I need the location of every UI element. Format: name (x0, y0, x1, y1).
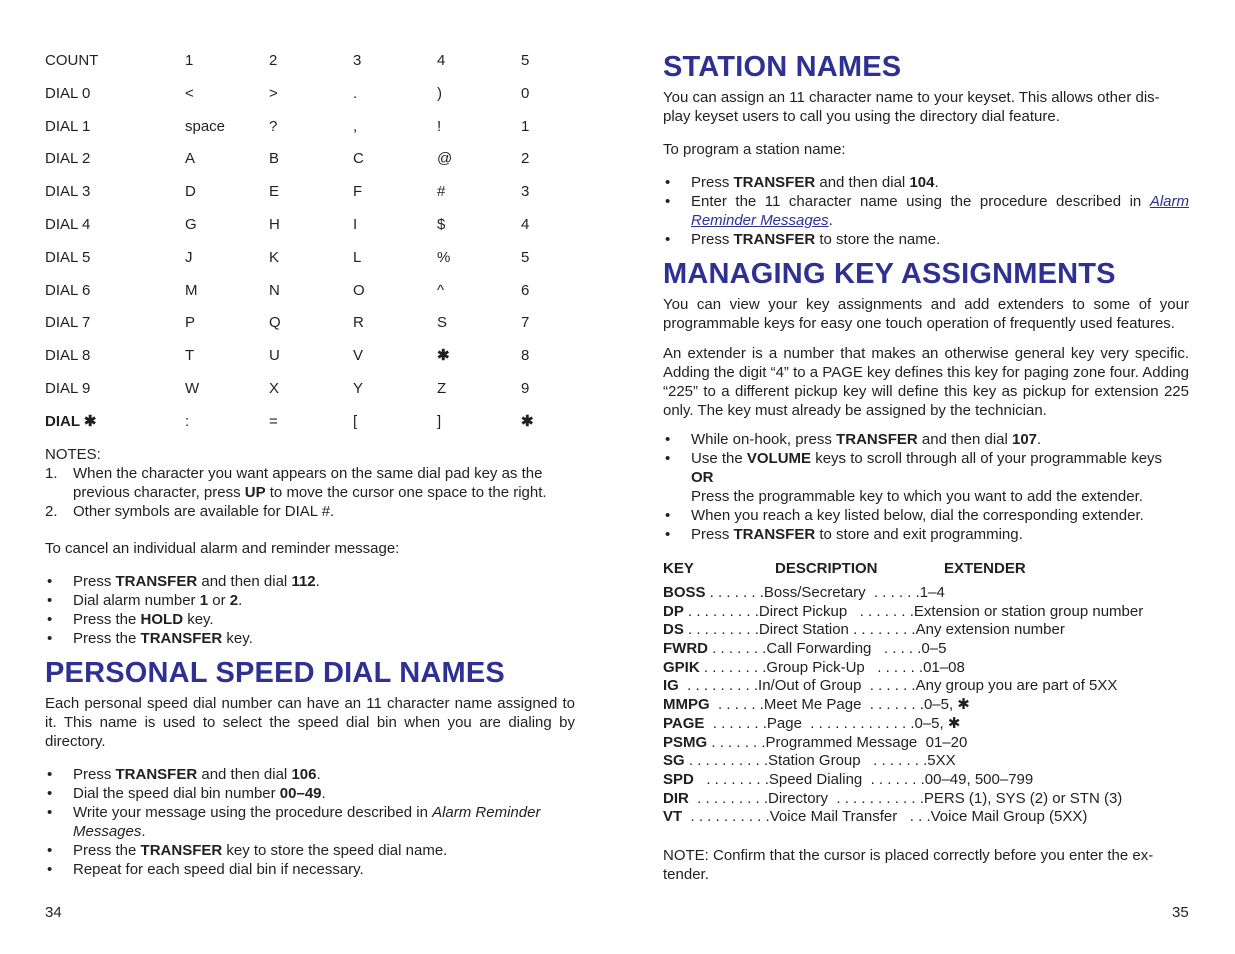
key-row (663, 584, 1193, 603)
leader-dots: . . . . . . (861, 677, 916, 695)
table-cell: H (269, 215, 280, 233)
list-item: • When you reach a key listed below, dial the corresponding extender. (663, 506, 1189, 525)
table-cell: I (353, 215, 358, 233)
key-row (663, 603, 1193, 622)
key-description: Speed Dialing (768, 770, 863, 788)
table-cell: M (185, 281, 198, 299)
list-item: • Press TRANSFER to store and exit programming. (663, 525, 1189, 544)
row-label: DIAL 8 (45, 347, 91, 365)
table-cell: % (437, 248, 451, 266)
row-label: DIAL 0 (45, 84, 91, 102)
table-cell: space (185, 117, 226, 135)
table-cell: G (185, 215, 197, 233)
psd-steps (45, 765, 575, 879)
table-row (45, 182, 575, 215)
leader-dots: . . . . . . (709, 696, 764, 714)
table-cell: 5 (521, 52, 530, 69)
page-number-left: 34 (45, 904, 62, 921)
key-extender: Voice Mail Group (5XX) (930, 808, 1088, 826)
station-steps (663, 173, 1189, 249)
table-row (45, 84, 575, 117)
list-item: • Press TRANSFER to store the name. (663, 230, 1189, 249)
table-row (45, 379, 575, 412)
key-extender: Extension or station group number (913, 602, 1144, 620)
key-description: Call Forwarding (766, 640, 872, 658)
key-extender: Any group you are part of 5XX (915, 677, 1118, 695)
left-page (0, 0, 617, 954)
list-item: • Write your message using the procedure described in Alarm Reminder Messages. (45, 803, 575, 841)
key-code: IG (663, 677, 679, 695)
key-description: Boss/Secretary (763, 584, 866, 601)
key-description: Page (766, 714, 802, 732)
table-cell: < (185, 84, 194, 102)
key-extender: 01–20 (925, 733, 968, 751)
psd-section (45, 694, 575, 879)
cancel-intro: To cancel an individual alarm and reminder message: (45, 540, 400, 557)
table-cell: 0 (521, 84, 530, 102)
table-row (45, 248, 575, 281)
list-item: • Use the VOLUME keys to scroll through all of your programmable keys OR Press the programmable key to which you want to add the extender. (663, 449, 1189, 506)
leader-dots: . . . . . . . . (693, 770, 769, 788)
key-code: FWRD (663, 640, 708, 658)
or-text: Press the programmable key to which you want to add the extender. (691, 488, 1143, 505)
table-cell: ? (269, 117, 278, 135)
key-row (663, 752, 1193, 771)
table-cell: 4 (437, 52, 446, 69)
key-code: PAGE (663, 714, 705, 732)
key-row (663, 677, 1193, 696)
key-code: VT (663, 808, 683, 826)
table-cell: = (269, 412, 278, 430)
list-item: • Press TRANSFER and then dial 106. (45, 765, 575, 784)
character-table (45, 51, 575, 445)
key-description: Meet Me Page (763, 696, 862, 714)
row-label: COUNT (45, 52, 99, 69)
key-code: DS (663, 621, 684, 639)
table-cell: ✱ (521, 412, 534, 430)
key-extender: 0–5, ✱ (914, 714, 961, 732)
key-code: GPIK (663, 658, 700, 676)
list-item: • Dial alarm number 1 or 2. (45, 591, 575, 610)
table-cell: P (185, 314, 196, 332)
key-extender: 5XX (927, 752, 956, 770)
key-table (663, 584, 1193, 827)
table-cell: X (269, 379, 280, 397)
table-cell: 6 (521, 281, 530, 299)
key-row (663, 808, 1193, 827)
table-cell: ] (437, 412, 442, 430)
station-intro: You can assign an 11 character name to your keyset. This allows other dis- play keyset users to call you using the directory dial feature. (663, 89, 1160, 125)
right-page (617, 0, 1235, 954)
note-item: 2. Other symbols are available for DIAL #. (45, 503, 335, 520)
key-table-header (663, 560, 1189, 579)
leader-dots: . . . . . . . . . . (684, 752, 769, 770)
table-cell: > (269, 84, 278, 102)
list-item: • Press the TRANSFER key to store the speed dial name. (45, 841, 575, 860)
key-extender: 1–4 (919, 584, 945, 601)
list-item: • Press the HOLD key. (45, 610, 575, 629)
or-label: OR (691, 469, 714, 486)
key-row (663, 734, 1193, 753)
table-cell: W (185, 379, 200, 397)
table-cell: , (353, 117, 358, 135)
table-cell: T (185, 347, 195, 365)
leader-dots: . . . . . . . (860, 752, 928, 770)
table-cell: $ (437, 215, 446, 233)
key-description: Directory (768, 789, 829, 807)
table-cell: F (353, 183, 363, 201)
table-row (45, 346, 575, 379)
leader-dots: . . . . . . . (861, 696, 924, 714)
table-row (45, 313, 575, 346)
leader-dots: . . . . . . (864, 658, 924, 676)
mka-note: NOTE: Confirm that the cursor is placed correctly before you enter the ex- tender. (663, 847, 1154, 883)
table-cell: . (353, 84, 358, 102)
header-key: KEY (663, 560, 694, 577)
key-extender: PERS (1), SYS (2) or STN (3) (923, 789, 1123, 807)
table-cell: 7 (521, 314, 530, 332)
row-label: DIAL 7 (45, 314, 91, 332)
leader-dots: . . . . . . . (705, 584, 764, 601)
list-item: • Repeat for each speed dial bin if necessary. (45, 860, 575, 879)
leader-dots: . . . . . (871, 640, 922, 658)
row-label: DIAL 2 (45, 150, 91, 168)
table-cell: S (437, 314, 448, 332)
table-row (45, 412, 575, 445)
table-cell: R (353, 314, 364, 332)
table-cell: 5 (521, 248, 530, 266)
mka-section (663, 295, 1189, 544)
table-cell: A (185, 150, 196, 168)
leader-dots: . . . . . . . . (699, 658, 767, 676)
row-label: DIAL 4 (45, 215, 91, 233)
leader-dots: . . . . . . . . . . (682, 808, 770, 826)
table-cell: ^ (437, 281, 445, 299)
key-description: Programmed Message (765, 733, 918, 751)
key-description: Voice Mail Transfer (769, 808, 898, 826)
list-item: • Enter the 11 character name using the procedure described in Alarm Reminder Messages. (663, 192, 1189, 230)
row-label: DIAL 3 (45, 183, 91, 201)
table-cell: Z (437, 379, 447, 397)
table-cell: Q (269, 314, 281, 332)
leader-dots: . . . . . . . . . (678, 677, 759, 695)
key-description: In/Out of Group (758, 677, 862, 695)
key-extender: 00–49, 500–799 (924, 770, 1034, 788)
mka-steps (663, 430, 1189, 544)
leader-dots: . . . . . . . (708, 640, 767, 658)
key-row (663, 621, 1193, 640)
key-code: PSMG (663, 733, 708, 751)
leader-dots: . . . . . . . . . (683, 602, 759, 620)
table-row (45, 51, 575, 84)
managing-key-assignments-title: MANAGING KEY ASSIGNMENTS (663, 258, 1116, 290)
key-row (663, 659, 1193, 678)
table-cell: 4 (521, 215, 530, 233)
row-label: DIAL 5 (45, 248, 91, 266)
table-cell: D (185, 183, 196, 201)
row-label: DIAL ✱ (45, 412, 97, 430)
table-cell: ) (437, 84, 442, 102)
table-row (45, 149, 575, 182)
table-cell: @ (437, 150, 453, 168)
list-item: • Press TRANSFER and then dial 112. (45, 572, 575, 591)
leader-dots: . . . . . . . (862, 770, 925, 788)
key-row (663, 715, 1193, 734)
table-cell: J (185, 248, 193, 266)
table-cell: L (353, 248, 362, 266)
table-cell: 8 (521, 347, 530, 365)
row-label: DIAL 1 (45, 117, 91, 135)
leader-dots: . . . . . . . (847, 602, 914, 620)
mka-extender-text: An extender is a number that makes an otherwise general key very specific. Adding the digit “4” to a PAGE key defines this key for paging zone four. Adding “225” to a different pickup key will define this key as pickup for extension 225 only. The key must already be assigned by the technician. (663, 345, 1189, 419)
leader-dots: . . . . . . . (707, 733, 766, 751)
key-extender: 0–5 (921, 640, 947, 658)
table-cell: 1 (521, 117, 530, 135)
key-code: SG (663, 752, 685, 770)
table-row (45, 281, 575, 314)
key-description: Direct Pickup (758, 602, 848, 620)
table-cell: 2 (521, 150, 530, 168)
notes-section (45, 445, 575, 521)
key-code: DIR (663, 789, 689, 807)
table-cell: 1 (185, 52, 194, 69)
key-description: Station Group (768, 752, 861, 770)
leader-dots: . . . . . . (865, 584, 920, 601)
table-row (45, 215, 575, 248)
leader-dots: . . . . . . . . . (683, 621, 759, 639)
table-cell: 2 (269, 52, 278, 69)
list-item: • While on-hook, press TRANSFER and then dial 107. (663, 430, 1189, 449)
table-cell: C (353, 150, 364, 168)
key-extender: Any extension number (915, 621, 1065, 639)
table-cell: 3 (521, 183, 530, 201)
table-cell: K (269, 248, 280, 266)
key-code: BOSS (663, 584, 706, 601)
leader-dots: . . . . . . . . . (688, 789, 769, 807)
header-extender: EXTENDER (944, 560, 1026, 577)
table-cell: ✱ (437, 347, 450, 365)
header-description: DESCRIPTION (775, 560, 878, 577)
leader-dots: . . . . . . . . . . . . . (801, 714, 915, 732)
row-label: DIAL 6 (45, 281, 91, 299)
notes-list (45, 464, 575, 521)
key-description: Group Pick-Up (766, 658, 865, 676)
key-code: DP (663, 602, 684, 620)
table-cell: B (269, 150, 280, 168)
key-row (663, 640, 1193, 659)
key-row (663, 790, 1193, 809)
page-number-right: 35 (1172, 904, 1189, 921)
station-names-title: STATION NAMES (663, 51, 902, 83)
leader-dots: . . . . . . . (704, 714, 767, 732)
table-cell: 9 (521, 379, 530, 397)
mka-intro: You can view your key assignments and add extenders to some of your programmable keys for easy one touch operation of frequently used features. (663, 296, 1189, 332)
notes-heading: NOTES: (45, 446, 101, 463)
key-description: Direct Station (758, 621, 849, 639)
table-cell: Y (353, 379, 364, 397)
leader-dots: . . . . . . . . (848, 621, 916, 639)
leader-dots: . . . (897, 808, 931, 826)
table-cell: U (269, 347, 280, 365)
table-cell: 3 (353, 52, 362, 69)
key-row (663, 771, 1193, 790)
psd-intro: Each personal speed dial number can have an 11 character name assigned to it. This name is used to select the speed dial bin when you are dialing by directory. (45, 695, 575, 750)
key-code: SPD (663, 770, 694, 788)
alarm-reminder-link[interactable]: Alarm Reminder Messages (691, 193, 1189, 229)
cancel-section (45, 539, 575, 648)
row-label: DIAL 9 (45, 379, 91, 397)
key-extender: 01–08 (923, 658, 965, 676)
key-row (663, 696, 1193, 715)
station-program-text: To program a station name: (663, 141, 846, 158)
leader-dots (917, 734, 925, 751)
station-section (663, 88, 1189, 249)
table-cell: E (269, 183, 280, 201)
personal-speed-dial-title: PERSONAL SPEED DIAL NAMES (45, 657, 505, 689)
table-cell: O (353, 281, 365, 299)
key-code: MMPG (663, 696, 710, 714)
list-item: • Press TRANSFER and then dial 104. (663, 173, 1189, 192)
table-row (45, 117, 575, 150)
note-item: 1. When the character you want appears on the same dial pad key as the previous character, press UP to move the cursor one space to the right. (45, 465, 547, 501)
table-cell: : (185, 412, 190, 430)
table-cell: # (437, 183, 446, 201)
list-item: • Press the TRANSFER key. (45, 629, 575, 648)
table-cell: N (269, 281, 280, 299)
table-cell: [ (353, 412, 358, 430)
leader-dots: . . . . . . . . . . . (828, 789, 924, 807)
table-cell: ! (437, 117, 442, 135)
key-extender: 0–5, ✱ (923, 696, 970, 714)
cancel-steps (45, 572, 575, 648)
table-cell: V (353, 347, 364, 365)
list-item: • Dial the speed dial bin number 00–49. (45, 784, 575, 803)
